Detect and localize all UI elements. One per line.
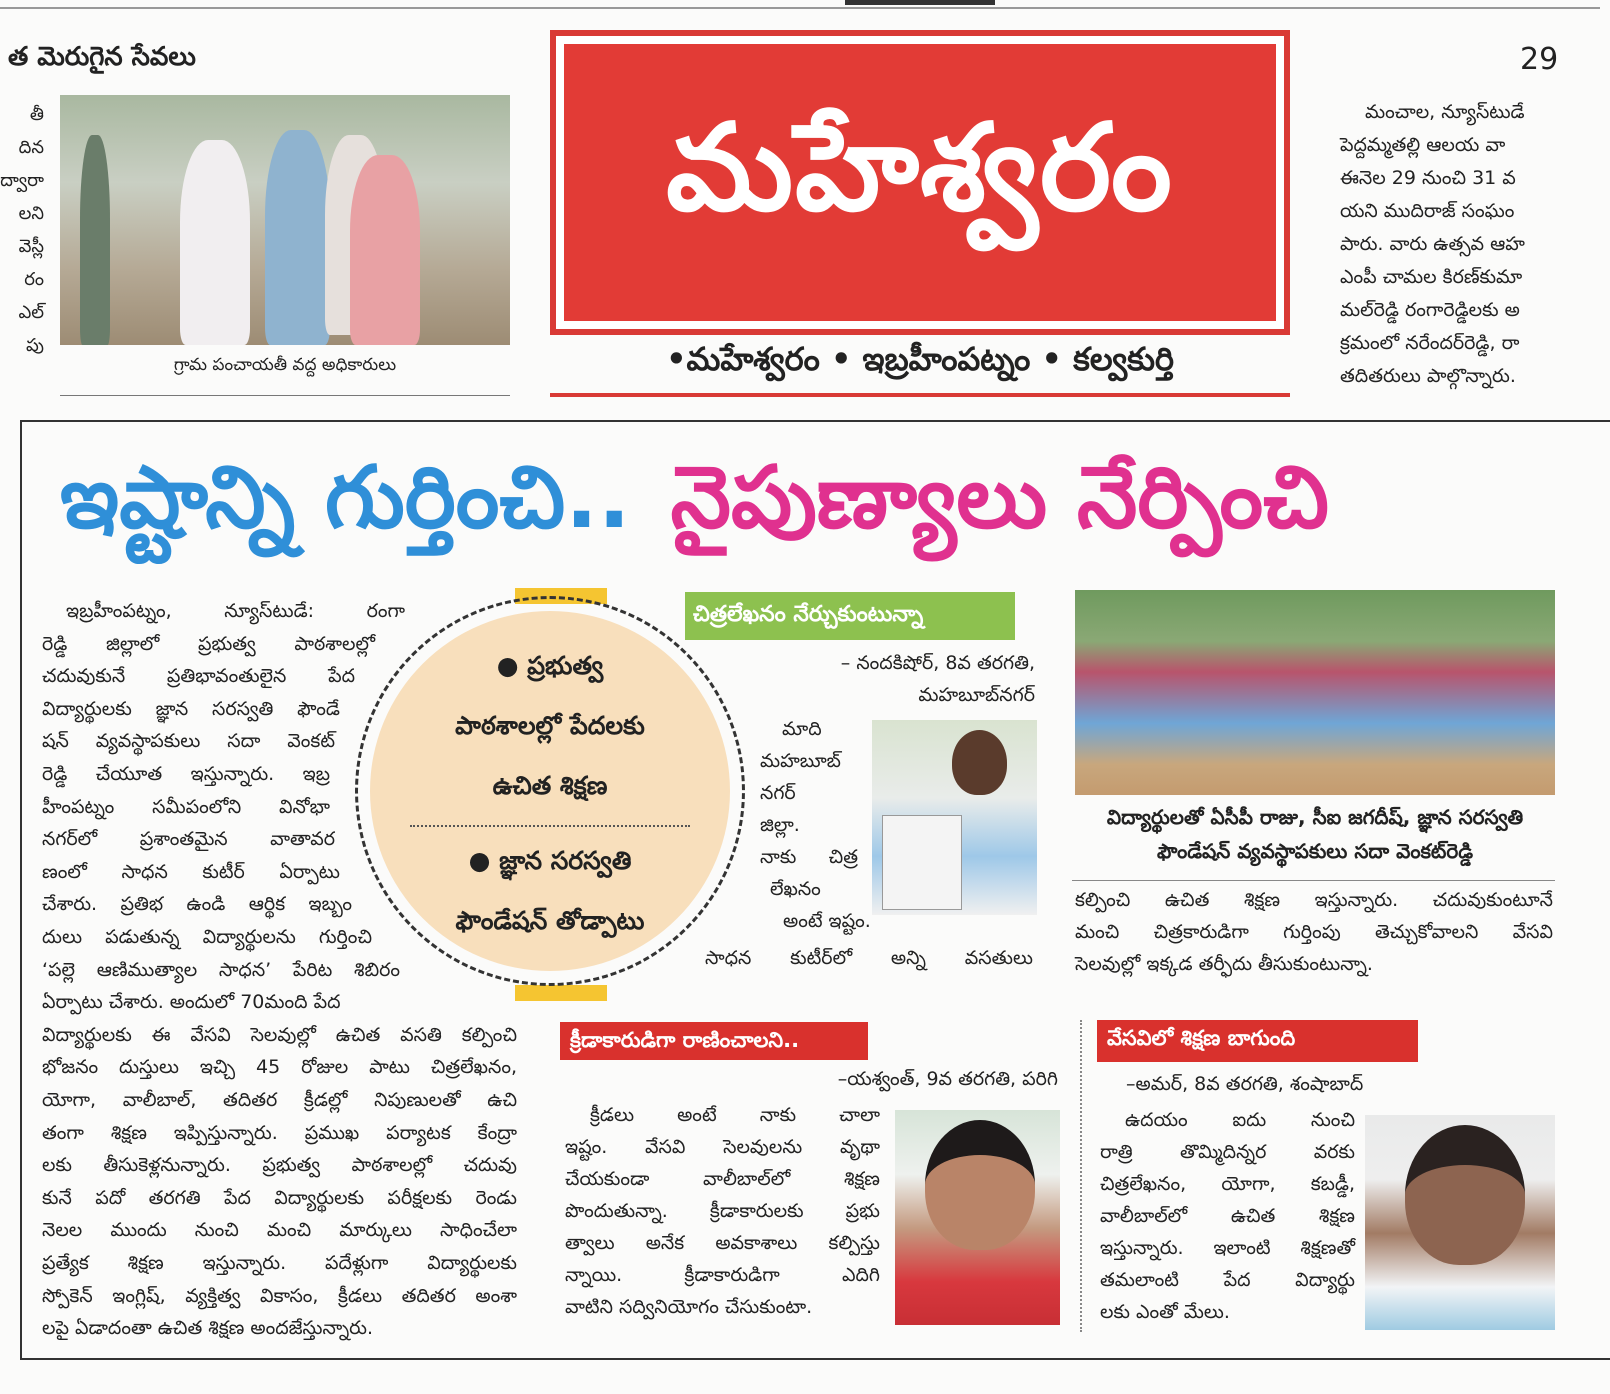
- story3-byline: –అమర్, 8వ తరగతి, శంషాబాద్: [1126, 1073, 1364, 1095]
- body-line: చేశారు. ప్రతిభ ఉండి ఆర్థిక ఇబ్బం: [42, 893, 352, 916]
- body-line: తంగా శిక్షణ ఇప్పిస్తున్నారు. ప్రముఖ పర్యాటక కేంద్రా: [42, 1121, 517, 1144]
- body-line: ‘పల్లె ఆణిముత్యాల సాధన’ పేరిట శిబిరం: [42, 958, 400, 981]
- dotted-divider: [410, 825, 690, 827]
- text-line: తదితరులు పాల్గొన్నారు.: [1340, 365, 1516, 387]
- cut-text-line: దిన: [18, 137, 44, 158]
- masthead-rule: [550, 393, 1290, 397]
- body-line: యోగా, వాలీబాల్, తదితర క్రీడల్లో నిపుణులతో ఉచి: [42, 1089, 517, 1111]
- story3-line: ఉదయం ఐదు నుంచి: [1125, 1109, 1355, 1131]
- text-line: ఈనెల 29 నుంచి 31 వ: [1340, 167, 1516, 189]
- highlight-line: ● జ్ఞాన సరస్వతి: [468, 846, 632, 875]
- story1-line: నాకు చిత్ర: [760, 846, 858, 868]
- text-line: ఎంపీ చామల కిరణ్‌కుమా: [1340, 266, 1523, 288]
- text-line: మల్‌రెడ్డి రంగారెడ్డిలకు అ: [1340, 299, 1520, 321]
- text-line: మంచాల, న్యూస్‌టుడే: [1365, 101, 1525, 123]
- officials-photo: [60, 95, 510, 345]
- story1-line: నగర్: [760, 782, 796, 804]
- body-line: రెడ్డి చేయూత ఇస్తున్నారు. ఇబ్ర: [42, 763, 330, 785]
- page-header-fragment: [845, 0, 995, 5]
- yashwanth-photo: [895, 1110, 1060, 1325]
- body-line: నగర్‌లో ప్రశాంతమైన వాతావర: [42, 828, 335, 851]
- body-line: దులు పడుతున్న విద్యార్థులను గుర్తించి: [42, 926, 372, 948]
- body-line: షన్ వ్యవస్థాపకులు సదా వెంకట్: [42, 730, 335, 753]
- highlight-line: ఉచిత శిక్షణ: [492, 771, 608, 800]
- masthead-subtitle: •మహేశ్వరం • ఇబ్రహీంపట్నం • కల్వకుర్తి: [666, 340, 1174, 378]
- story1-line: కల్పించి ఉచిత శిక్షణ ఇస్తున్నారు. చదువుకుంటూనే: [1075, 889, 1553, 911]
- headline-part1: ఇష్టాన్ని గుర్తించి..: [60, 448, 631, 548]
- headline-part2: నైపుణ్యాలు నేర్పించి: [670, 448, 1330, 548]
- body-line: విద్యార్థులకు జ్ఞాన సరస్వతి ఫౌండే: [42, 697, 340, 720]
- story1-line: సెలవుల్లో ఇక్కడ తర్ఫీదు తీసుకుంటున్నా.: [1075, 953, 1373, 975]
- amar-photo: [1365, 1115, 1555, 1330]
- body-line: ఇబ్రహీంపట్నం, న్యూస్‌టుడే: రంగా: [66, 600, 405, 622]
- story2-byline: –యశ్వంత్, 9వ తరగతి, పరిగి: [837, 1068, 1058, 1090]
- body-line: కునే పదో తరగతి పేద విద్యార్థులకు పరీక్షలకు రెండు: [42, 1186, 517, 1209]
- caption-line: విద్యార్థులతో ఏసీపీ రాజు, సీఐ జగదీష్, జ్ఞాన సరస్వతి: [1106, 805, 1524, 829]
- story3-line: ఇస్తున్నారు. ఇలాంటి శిక్షణతో: [1100, 1237, 1355, 1259]
- caption-line: ఫౌండేషన్ వ్యవస్థాపకులు సదా వెంకట్‌రెడ్డి: [1156, 839, 1474, 863]
- story3-line: చిత్రలేఖనం, యోగా, కబడ్డీ,: [1100, 1173, 1355, 1195]
- story2-line: చేయకుండా వాలీబాల్‌లో శిక్షణ: [565, 1168, 880, 1190]
- cut-text-line: వెస్లీ: [18, 236, 44, 257]
- nandakishore-photo: [872, 720, 1037, 915]
- text-line: క్రమంలో నరేందర్‌రెడ్డి, రా: [1340, 332, 1520, 354]
- highlight-accent: [515, 985, 607, 1001]
- story1-byline-place: మహబూబ్‌నగర్: [918, 684, 1035, 706]
- divider: [60, 395, 510, 396]
- body-line: లపై ఏడాదంతా ఉచిత శిక్షణ అందజేస్తున్నారు.: [42, 1317, 374, 1340]
- story3-line: వాలీబాల్‌లో ఉచిత శిక్షణ: [1100, 1205, 1355, 1227]
- story2-line: త్వాలు అనేక అవకాశాలు కల్పిస్తు: [565, 1232, 880, 1254]
- section-masthead: [550, 30, 1290, 335]
- story1-line: జిల్లా.: [760, 814, 800, 836]
- cut-text-line: రం: [24, 269, 44, 290]
- body-line: హీంపట్నం సమీపంలోని వినోభా: [42, 795, 330, 818]
- photo-caption: గ్రామ పంచాయతీ వద్ద అధికారులు: [173, 355, 397, 375]
- story2-line: వాటిని సద్వినియోగం చేసుకుంటా.: [565, 1296, 813, 1318]
- story2-line: పొందుతున్నా. క్రీడాకారులకు ప్రభు: [565, 1200, 880, 1222]
- body-line: భోజనం దుస్తులు ఇచ్చి 45 రోజుల పాటు చిత్రలేఖనం,: [42, 1056, 517, 1079]
- body-line: విద్యార్థులకు ఈ వేసవి సెలవుల్లో ఉచిత వసతి కల్పించి: [42, 1023, 517, 1046]
- story1-byline: – నందకిషోర్, 8వ తరగతి,: [840, 652, 1035, 674]
- story3-line: లకు ఎంతో మేలు.: [1100, 1301, 1230, 1323]
- highlight-line: ఫౌండేషన్ తోడ్పాటు: [455, 906, 645, 935]
- body-line: నెలల ముందు నుంచి మంచి మార్కులు సాధించేలా: [42, 1219, 517, 1242]
- story3-line: తమలాంటి పేద విద్యార్థు: [1100, 1269, 1355, 1291]
- body-line: ఏర్పాటు చేశారు. అందులో 70మంది పేద: [42, 991, 341, 1014]
- body-line: స్పోకెన్ ఇంగ్లిష్, వ్యక్తిత్వ వికాసం, క్రీడలు తదితర అంశా: [42, 1284, 517, 1307]
- cut-text-line: ద్వారా: [0, 170, 44, 191]
- top-left-headline: త మెరుగైన సేవలు: [8, 42, 196, 72]
- cut-text-line: పు: [26, 335, 44, 356]
- body-line: ప్రత్యేక శిక్షణ ఇస్తున్నారు. పదేళ్లుగా విద్యార్థులకు: [42, 1252, 517, 1274]
- cut-text-line: ఎల్: [18, 302, 44, 323]
- story1-line: సాధన కుటీర్‌లో అన్ని వసతులు: [705, 947, 1033, 969]
- body-line: రెడ్డి జిల్లాలో ప్రభుత్వ పాఠశాలల్లో: [42, 632, 375, 655]
- story3-line: రాత్రి తొమ్మిదిన్నర వరకు: [1100, 1141, 1355, 1163]
- group-photo: [1075, 590, 1555, 795]
- story1-line: మాది: [782, 718, 822, 740]
- group-photo-caption: [1075, 800, 1555, 868]
- story1-label: చిత్రలేఖనం నేర్చుకుంటున్నా: [685, 592, 1015, 640]
- article-headline: [60, 448, 1329, 569]
- text-line: యని ముదిరాజ్ సంఘం: [1340, 200, 1515, 222]
- highlight-line: ● ప్రభుత్వ: [496, 651, 604, 680]
- story1-line: లేఖనం: [770, 878, 821, 900]
- story1-line: మంచి చిత్రకారుడిగా గుర్తింపు తెచ్చుకోవాలని వేసవి: [1075, 921, 1553, 943]
- body-line: ణంలో సాధన కుటీర్ ఏర్పాటు: [42, 860, 340, 883]
- column-separator: [1080, 1020, 1082, 1332]
- text-line: పారు. వారు ఉత్సవ ఆహ: [1340, 233, 1525, 255]
- highlight-circle: [355, 596, 745, 986]
- story2-label: క్రీడాకారుడిగా రాణించాలని..: [560, 1022, 868, 1060]
- story1-line: మహబూబ్: [760, 750, 841, 772]
- story2-line: క్రీడలు అంటే నాకు చాలా: [590, 1104, 880, 1126]
- top-right-heading: 29: [1520, 42, 1559, 77]
- highlight-line: పాఠశాలల్లో పేదలకు: [455, 711, 645, 740]
- masthead-title: మహేశ్వరం: [564, 44, 1276, 321]
- cut-text-line: లని: [18, 203, 44, 224]
- divider: [1072, 880, 1555, 881]
- story3-label: వేసవిలో శిక్షణ బాగుంది: [1097, 1020, 1418, 1062]
- story2-line: న్నాయి. క్రీడాకారుడిగా ఎదిగి: [565, 1264, 880, 1286]
- cut-text-line: తీ: [29, 104, 44, 125]
- top-right-column: [1340, 96, 1600, 393]
- body-line: లకు తీసుకెళ్లనున్నారు. ప్రభుత్వ పాఠశాలల్లో చదువు: [42, 1154, 517, 1177]
- body-line: చదువుకునే ప్రతిభావంతులైన పేద: [42, 665, 355, 688]
- text-line: పెద్దమ్మతల్లి ఆలయ వా: [1340, 134, 1506, 156]
- page-top-rule: [0, 7, 1600, 9]
- cut-off-column: [0, 98, 44, 362]
- story1-line: అంటే ఇష్టం.: [783, 910, 871, 932]
- story2-line: ఇష్టం. వేసవి సెలవులను వృథా: [565, 1136, 880, 1158]
